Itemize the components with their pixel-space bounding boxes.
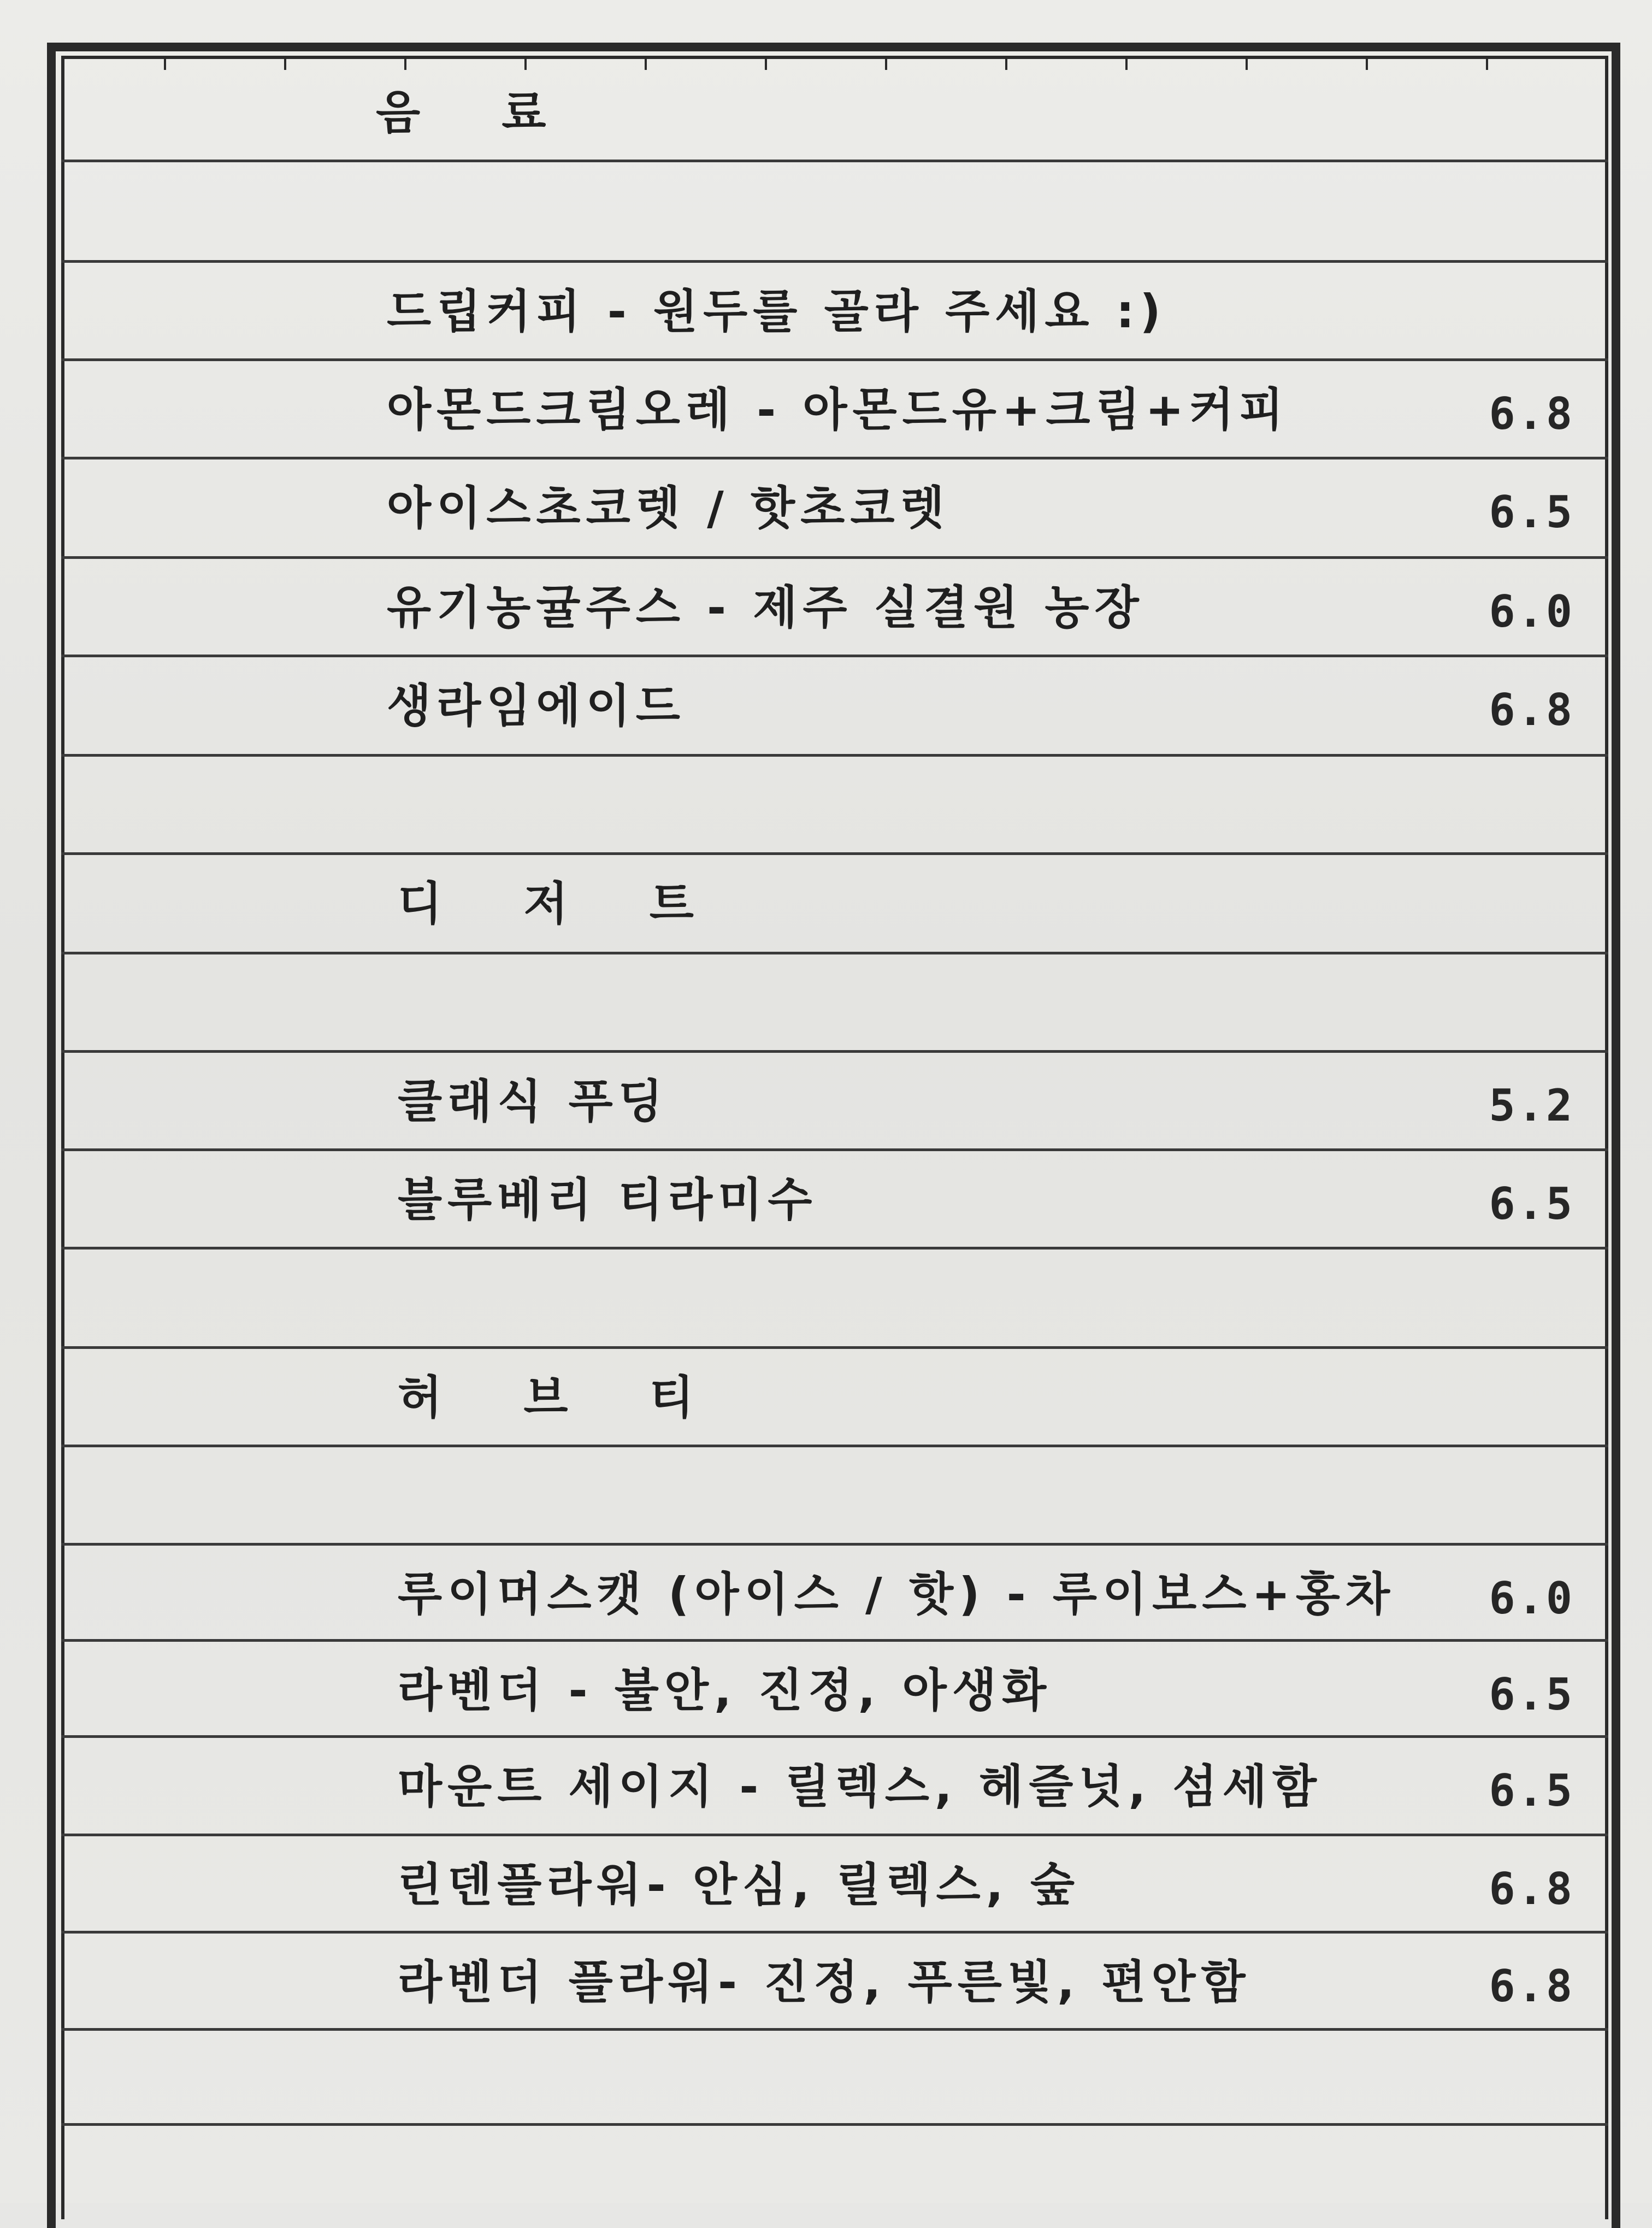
- section-heading-herbal-tea: [64, 1352, 1605, 1445]
- item-name: 유기농귤주스 - 제주 실결원 농장: [387, 581, 1144, 634]
- row-rule: [61, 2123, 1608, 2126]
- menu-item: [64, 1548, 1605, 1641]
- menu-item: [64, 562, 1605, 655]
- section-title: 디 저 트: [398, 877, 727, 930]
- item-name: 린덴플라워- 안심, 릴렉스, 숲: [398, 1858, 1081, 1912]
- item-price: 6.5: [1489, 1669, 1574, 1720]
- section-heading-drinks: [64, 67, 1605, 160]
- row-rule: [61, 1445, 1608, 1447]
- row-rule: [61, 358, 1608, 361]
- menu-item: [64, 364, 1605, 457]
- row-rule: [61, 754, 1608, 757]
- item-name: 아이스초코렛 / 핫초코렛: [387, 481, 950, 535]
- item-name: 블루베리 티라미수: [398, 1173, 818, 1227]
- item-price: 6.8: [1489, 1961, 1574, 2012]
- item-name: 라벤더 플라워- 진정, 푸른빛, 편안함: [398, 1955, 1251, 2009]
- item-price: 5.2: [1489, 1080, 1574, 1131]
- item-price: 6.8: [1489, 685, 1574, 735]
- menu-item: [64, 1056, 1605, 1148]
- item-price: 6.5: [1489, 1178, 1574, 1229]
- item-price: 6.0: [1489, 1573, 1574, 1624]
- row-rule: [61, 852, 1608, 855]
- row-rule: [61, 1543, 1608, 1546]
- item-name: 드립커피 - 원두를 골라 주세요 :): [387, 285, 1166, 338]
- item-name: 라벤더 - 불안, 진정, 아생화: [398, 1664, 1052, 1717]
- row-rule: [61, 556, 1608, 559]
- menu-item: [64, 660, 1605, 753]
- item-name: 루이머스캣 (아이스 / 핫) - 루이보스+홍차: [398, 1567, 1396, 1621]
- item-price: 6.8: [1489, 388, 1574, 439]
- menu-item: [64, 1936, 1605, 2029]
- item-price: 6.0: [1489, 586, 1574, 637]
- item-name: 마운트 세이지 - 릴렉스, 헤즐넛, 섬세함: [398, 1760, 1323, 1813]
- row-rule: [61, 457, 1608, 459]
- section-title: 허 브 티: [398, 1371, 727, 1424]
- section-heading-desserts: [64, 858, 1605, 951]
- item-price: 6.8: [1489, 1864, 1574, 1914]
- menu-item: [64, 462, 1605, 555]
- menu-item: [64, 1741, 1605, 1834]
- menu-item: [64, 1839, 1605, 1932]
- row-rule: [61, 1346, 1608, 1349]
- row-rule: [61, 160, 1608, 162]
- item-name: 아몬드크림오레 - 아몬드유+크림+커피: [387, 383, 1289, 437]
- item-name: 클래식 푸딩: [398, 1075, 668, 1128]
- row-rule: [61, 952, 1608, 954]
- item-price: 6.5: [1489, 487, 1574, 538]
- item-price: 6.5: [1489, 1765, 1574, 1816]
- menu-item: [64, 1645, 1605, 1737]
- menu-item: [64, 1154, 1605, 1247]
- item-name: 생라임에이드: [387, 679, 686, 733]
- row-rule: [61, 655, 1608, 657]
- row-rule: [61, 1834, 1608, 1836]
- section-title: 음 료: [376, 86, 579, 139]
- row-rule: [61, 1247, 1608, 1249]
- menu-item: [64, 266, 1605, 358]
- row-rule: [61, 260, 1608, 263]
- row-rule: [61, 1148, 1608, 1151]
- row-rule: [61, 1050, 1608, 1053]
